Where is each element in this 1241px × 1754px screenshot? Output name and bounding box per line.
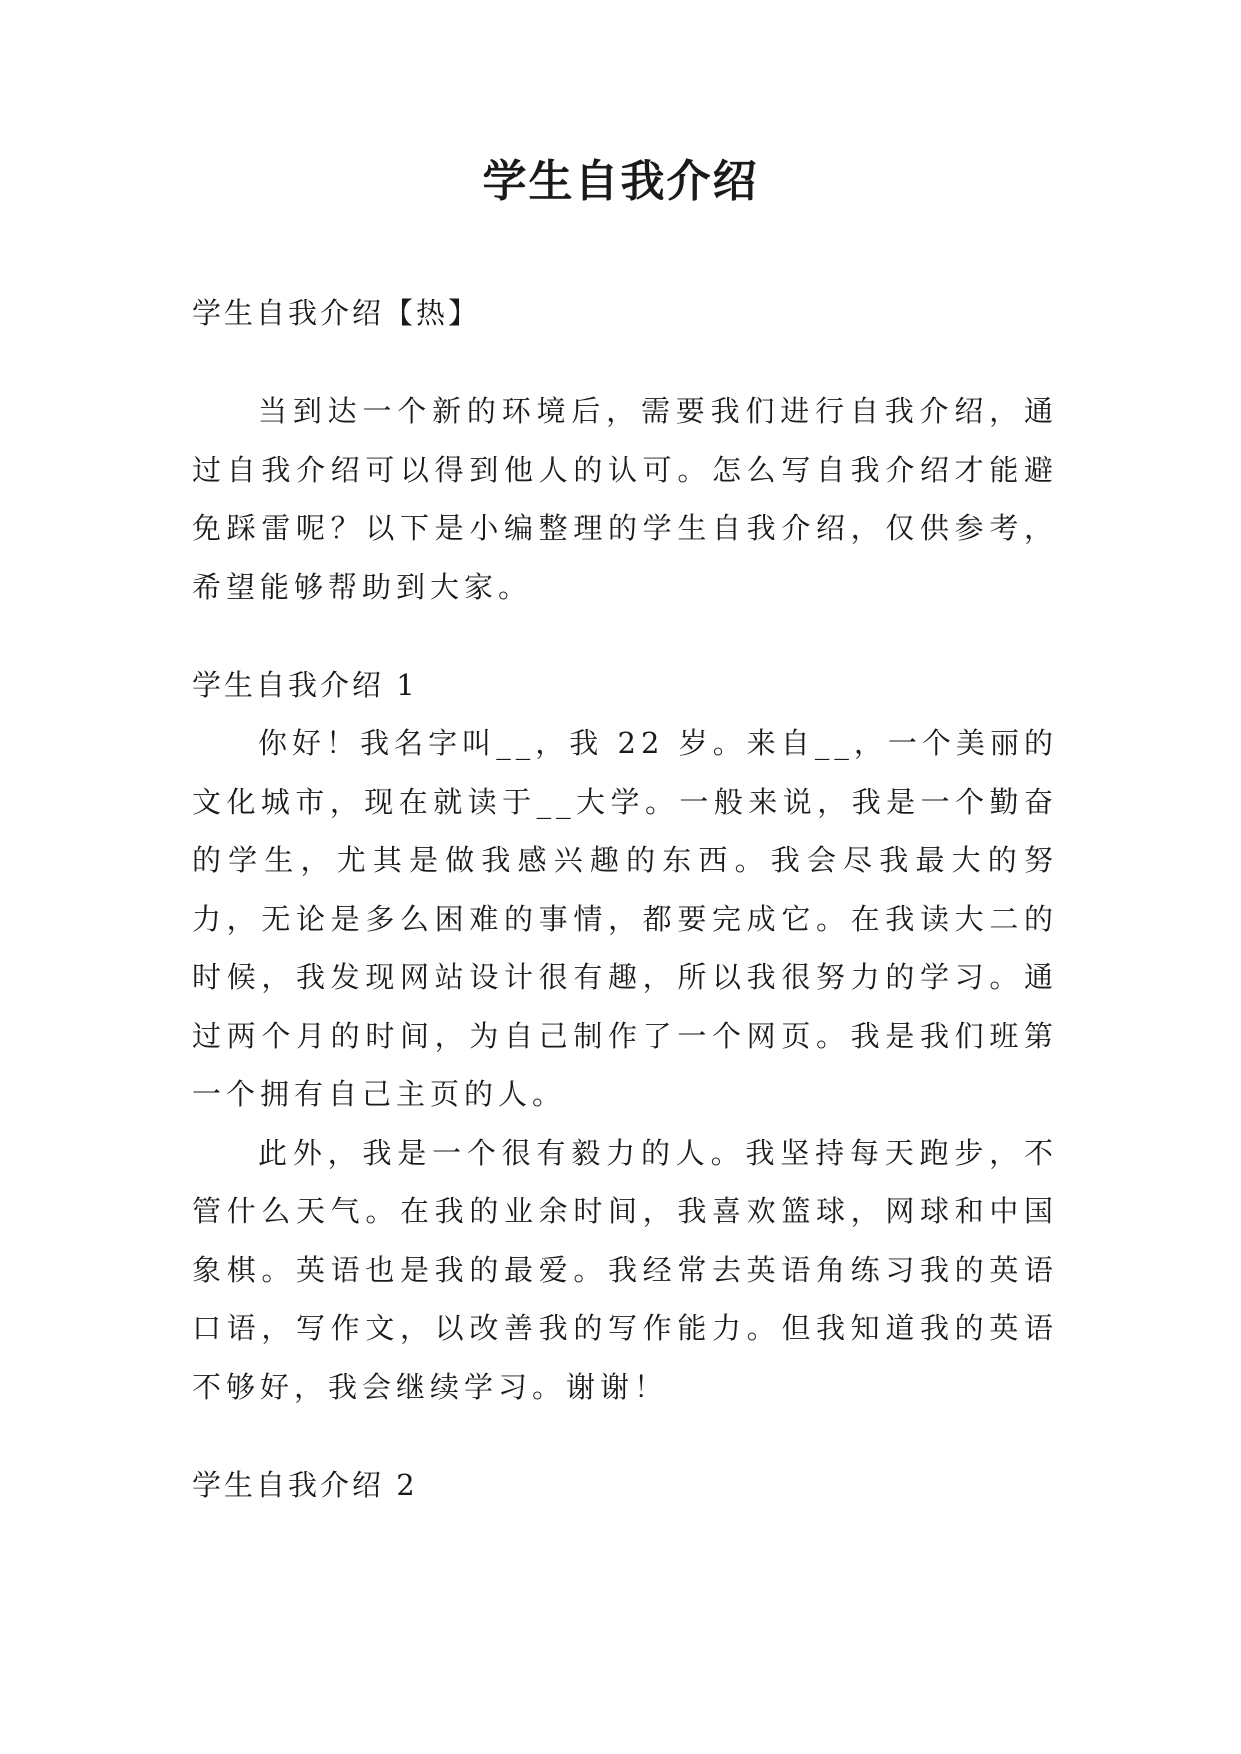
intro-paragraph: 当到达一个新的环境后，需要我们进行自我介绍，通过自我介绍可以得到他人的认可。怎么写自我介绍才能避免踩雷呢？以下是小编整理的学生自我介绍，仅供参考，希望能够帮助到大家。 xyxy=(192,394,1058,604)
section-heading: 学生自我介绍 2 xyxy=(192,1468,418,1502)
section-1 xyxy=(192,656,1058,1416)
document-title: 学生自我介绍 xyxy=(482,156,759,207)
section-paragraph: 此外，我是一个很有毅力的人。我坚持每天跑步，不管什么天气。在我的业余时间，我喜欢篮球，网球和中国象棋。英语也是我的最爱。我经常去英语角练习我的英语口语，写作文，以改善我的写作能力。但我知道我的英语不够好，我会继续学习。谢谢！ xyxy=(192,1135,1058,1404)
document-body xyxy=(192,284,1058,1514)
section-heading: 学生自我介绍 1 xyxy=(192,668,418,702)
section-2 xyxy=(192,1456,1058,1514)
section-spacer xyxy=(192,1416,1058,1456)
document-subtitle: 学生自我介绍【热】 xyxy=(192,296,481,330)
section-paragraph: 你好！我名字叫__，我 22 岁。来自__，一个美丽的文化城市，现在就读于__大学。一般来说，我是一个勤奋的学生，尤其是做我感兴趣的东西。我会尽我最大的努力，无论是多么困难的事情，都要完成它。在我读大二的时候，我发现网站设计很有趣，所以我很努力的学习。通过两个月的时间，为自己制作了一个网页。我是我们班第一个拥有自己主页的人。 xyxy=(192,726,1058,1111)
